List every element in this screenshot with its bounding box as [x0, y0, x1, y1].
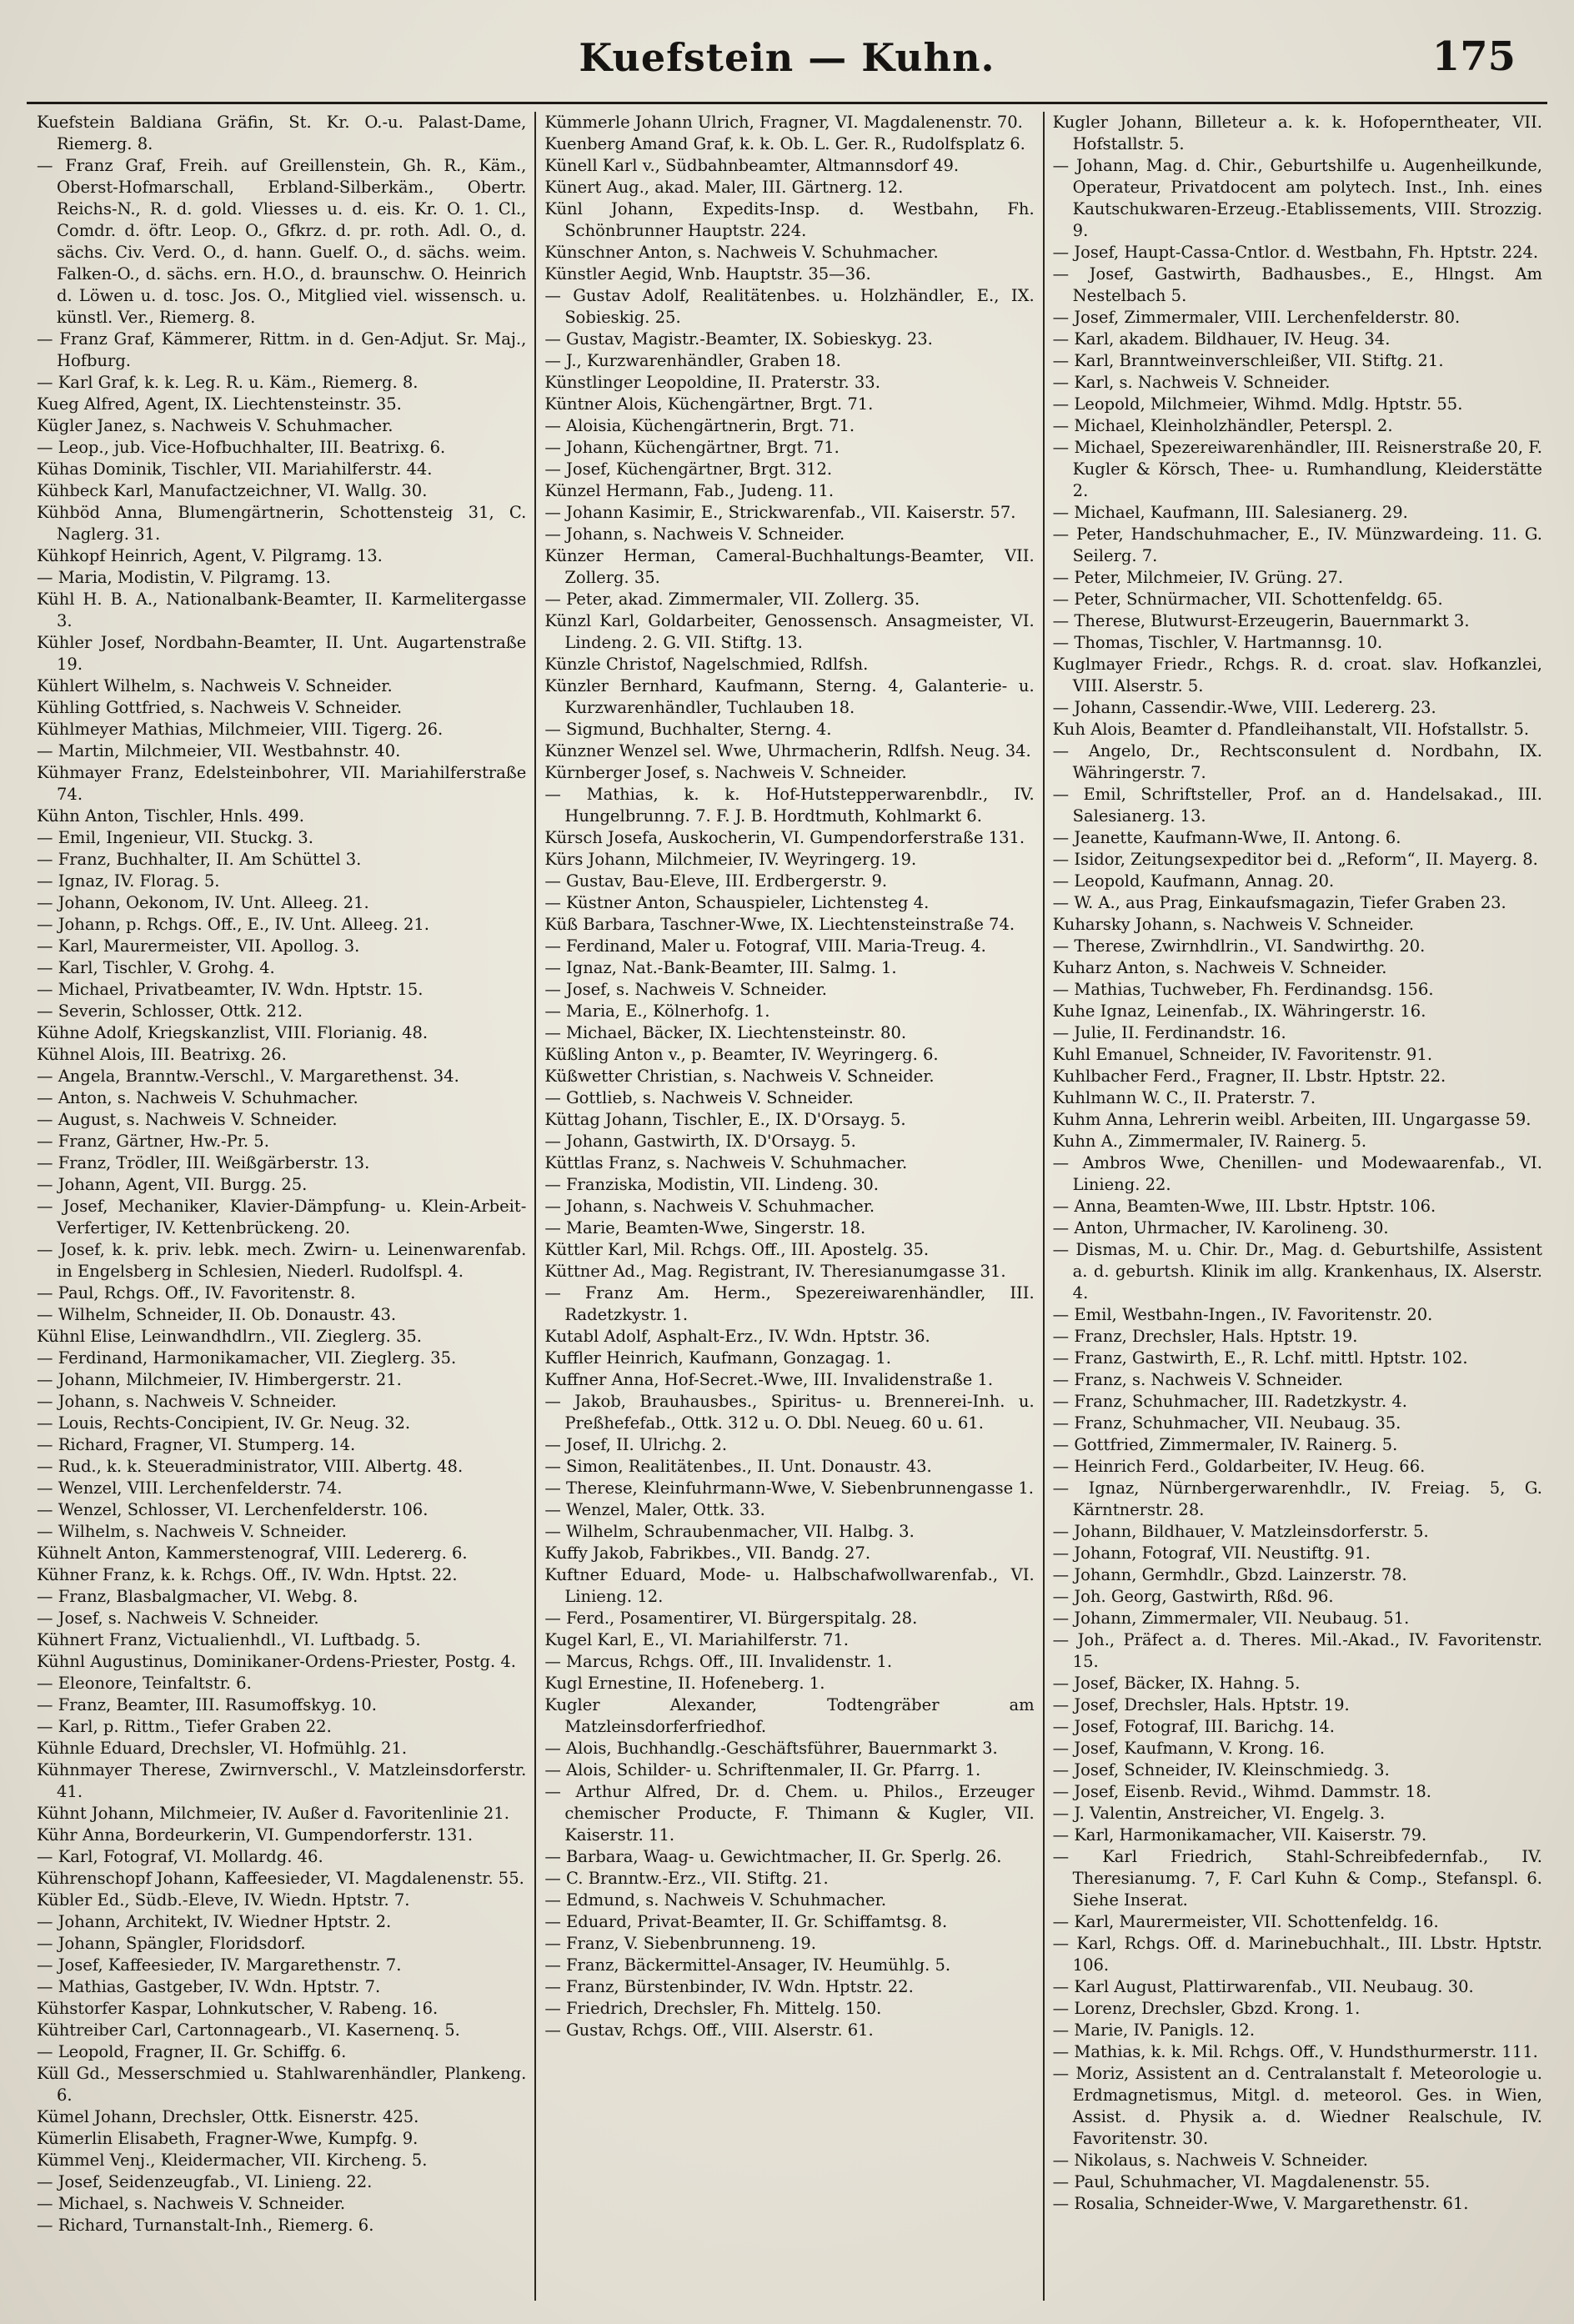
directory-entry: Kühne Adolf, Kriegskanzlist, VIII. Florianig. 48.	[37, 1023, 429, 1042]
directory-entry: — Wilhelm, Schraubenmacher, VII. Halbg. 3.	[544, 1522, 915, 1541]
directory-entry: — August, s. Nachweis V. Schneider.	[37, 1110, 338, 1129]
directory-entry: — Edmund, s. Nachweis V. Schuhmacher.	[544, 1890, 887, 1910]
directory-entry: — Johann, Bildhauer, V. Matzleinsdorferstr. 5.	[1052, 1522, 1429, 1541]
directory-entry: — Anton, Uhrmacher, IV. Karolineng. 30.	[1052, 1218, 1389, 1237]
directory-entry: — Ignaz, Nat.-Bank-Beamter, III. Salmg. 1.	[544, 958, 897, 977]
directory-columns	[28, 112, 1551, 2301]
directory-entry: — Ferdinand, Harmonikamacher, VII. Zieglerg. 35.	[37, 1348, 457, 1368]
directory-entry: — Marie, Beamten-Wwe, Singerstr. 18.	[544, 1218, 866, 1237]
directory-entry: — Moriz, Assistent an d. Centralanstalt f. Meteorologie u. Erdmagnetismus, Mitgl. d. meteorol. Ges. in Wien, Assist. d. Physik a. d. Wiedner Realschule, IV. Favoritenstr. 30.	[1052, 2064, 1542, 2148]
directory-entry: — Johann, Oekonom, IV. Unt. Alleeg. 21.	[37, 893, 369, 912]
directory-entry: Kuhe Ignaz, Leinenfab., IX. Währingerstr. 16.	[1052, 1001, 1426, 1021]
directory-entry: Kuffner Anna, Hof-Secret.-Wwe, III. Invalidenstraße 1.	[544, 1370, 994, 1389]
directory-entry: Kürs Johann, Milchmeier, IV. Weyringerg. 19.	[544, 850, 917, 869]
directory-entry: Künstlinger Leopoldine, II. Praterstr. 33.	[544, 373, 880, 392]
directory-entry: — Josef, Gastwirth, Badhausbes., E., Hlngst. Am Nestelbach 5.	[1052, 264, 1542, 305]
directory-entry: — Jakob, Brauhausbes., Spiritus- u. Brennerei-Inh. u. Preßhefefab., Ottk. 312 u. O. Dbl. Neueg. 60 u. 61.	[544, 1392, 1035, 1433]
directory-entry: — Josef, Schneider, IV. Kleinschmiedg. 3.	[1052, 1760, 1390, 1779]
directory-entry: — Josef, k. k. priv. lebk. mech. Zwirn- u. Leinenwarenfab. in Engelsberg in Schlesien, Niederl. Rudolfspl. 4.	[37, 1240, 527, 1281]
directory-entry: — Mathias, k. k. Mil. Rchgs. Off., V. Hundsthurmerstr. 111.	[1052, 2042, 1538, 2061]
directory-entry: — Josef, Haupt-Cassa-Cntlor. d. Westbahn, Fh. Hptstr. 224.	[1052, 243, 1539, 262]
directory-entry: Kümel Johann, Drechsler, Ottk. Eisnerstr. 425.	[37, 2107, 419, 2126]
directory-entry: — Johann, Cassendir.-Wwe, VIII. Ledererg. 23.	[1052, 698, 1436, 717]
directory-entry: — Gottfried, Zimmermaler, IV. Rainerg. 5.	[1052, 1435, 1398, 1454]
directory-entry: — Franz, Buchhalter, II. Am Schüttel 3.	[37, 850, 362, 869]
directory-entry: Kürnberger Josef, s. Nachweis V. Schneider.	[544, 763, 907, 782]
directory-entry: Kühr Anna, Bordeurkerin, VI. Gumpendorferstr. 131.	[37, 1825, 474, 1845]
directory-entry: Kührenschopf Johann, Kaffeesieder, VI. Magdalenenstr. 55.	[37, 1869, 524, 1888]
directory-entry: — Anton, s. Nachweis V. Schuhmacher.	[37, 1088, 358, 1107]
directory-entry: Kühnel Alois, III. Beatrixg. 26.	[37, 1045, 287, 1064]
directory-entry: Kuffler Heinrich, Kaufmann, Gonzagag. 1.	[544, 1348, 891, 1368]
directory-entry: Küntner Alois, Küchengärtner, Brgt. 71.	[544, 394, 874, 414]
directory-entry: Kühlert Wilhelm, s. Nachweis V. Schneider.	[37, 676, 393, 695]
header-rule	[27, 102, 1547, 104]
directory-entry: Kühbeck Karl, Manufactzeichner, VI. Wallg. 30.	[37, 481, 428, 500]
directory-entry: — Franz, Blasbalgmacher, VI. Webg. 8.	[37, 1587, 358, 1606]
directory-entry: — Johann, s. Nachweis V. Schuhmacher.	[544, 1197, 875, 1216]
directory-entry: — Josef, II. Ulrichg. 2.	[544, 1435, 728, 1454]
directory-entry: — Franz, Bürstenbinder, IV. Wdn. Hptstr. 22.	[544, 1977, 914, 1996]
directory-entry: — Jeanette, Kaufmann-Wwe, II. Antong. 6.	[1052, 828, 1401, 847]
directory-entry: Küll Gd., Messerschmied u. Stahlwarenhändler, Plankeng. 6.	[37, 2064, 527, 2105]
directory-entry: — Richard, Turnanstalt-Inh., Riemerg. 6.	[37, 2216, 374, 2235]
page-header	[0, 23, 1574, 82]
directory-entry: — Karl, Maurermeister, VII. Schottenfeldg. 16.	[1052, 1912, 1439, 1931]
directory-entry: — Marcus, Rchgs. Off., III. Invalidenstr. 1.	[544, 1652, 893, 1671]
directory-entry: — Lorenz, Drechsler, Gbzd. Krong. 1.	[1052, 1999, 1361, 2018]
directory-entry: Kugel Karl, E., VI. Mariahilferstr. 71.	[544, 1630, 849, 1649]
directory-entry: Küttlas Franz, s. Nachweis V. Schuhmacher.	[544, 1153, 908, 1172]
directory-entry: — Peter, Handschuhmacher, E., IV. Münzwardeing. 11. G. Seilerg. 7.	[1052, 525, 1542, 565]
directory-entry: — Rud., k. k. Steueradministrator, VIII. Albertg. 48.	[37, 1457, 464, 1476]
directory-entry: — Franz, Trödler, III. Weißgärberstr. 13.	[37, 1153, 370, 1172]
directory-entry: Kuenberg Amand Graf, k. k. Ob. L. Ger. R., Rudolfsplatz 6.	[544, 134, 1025, 153]
directory-entry: — Friedrich, Drechsler, Fh. Mittelg. 150.	[544, 1999, 882, 2018]
directory-entry: — Michael, Spezereiwarenhändler, III. Reisnerstraße 20, F. Kugler & Körsch, Thee- u. Rumhandlung, Kleiderstätte 2.	[1052, 438, 1542, 500]
directory-entry: Küß Barbara, Taschner-Wwe, IX. Liechtensteinstraße 74.	[544, 915, 1015, 934]
directory-entry: Küttler Karl, Mil. Rchgs. Off., III. Apostelg. 35.	[544, 1240, 930, 1259]
directory-entry: — Karl Graf, k. k. Leg. R. u. Käm., Riemerg. 8.	[37, 373, 419, 392]
directory-entry: — J. Valentin, Anstreicher, VI. Engelg. 3.	[1052, 1804, 1386, 1823]
directory-entry: Kürsch Josefa, Auskocherin, VI. Gumpendorferstraße 131.	[544, 828, 1025, 847]
directory-entry: Kühner Franz, k. k. Rchgs. Off., IV. Wdn. Hptst. 22.	[37, 1565, 458, 1584]
directory-entry: — Joh. Georg, Gastwirth, Rßd. 96.	[1052, 1587, 1334, 1606]
column-right	[1043, 112, 1551, 2301]
directory-entry: — Karl, s. Nachweis V. Schneider.	[1052, 373, 1331, 392]
directory-entry: Kümmerle Johann Ulrich, Fragner, VI. Magdalenenstr. 70.	[544, 113, 1023, 132]
directory-entry: Kühtreiber Carl, Cartonnagearb., VI. Kasernenq. 5.	[37, 2020, 460, 2040]
directory-entry: — Franz, Schuhmacher, III. Radetzkystr. 4.	[1052, 1392, 1407, 1411]
directory-entry: Künzer Herman, Cameral-Buchhaltungs-Beamter, VII. Zollerg. 35.	[544, 546, 1035, 587]
directory-entry: Kühnl Elise, Leinwandhdlrn., VII. Zieglerg. 35.	[37, 1327, 422, 1346]
directory-entry: Küttner Ad., Mag. Registrant, IV. Theresianumgasse 31.	[544, 1262, 1006, 1281]
directory-entry: Kuefstein Baldiana Gräfin, St. Kr. O.-u. Palast-Dame, Riemerg. 8.	[37, 113, 527, 153]
directory-entry: — Alois, Buchhandlg.-Geschäftsführer, Bauernmarkt 3.	[544, 1739, 998, 1758]
directory-entry: — Franz Graf, Freih. auf Greillenstein, Gh. R., Käm., Oberst-Hofmarschall, Erbland-Silberkäm., Obertr. Reichs-N., R. d. gold. Vliesses u. d. eis. Kr. O. 1. Cl., Comdr. d. öftr. Leop. O., Gfkrz. d. pr. roth. Adl. O., d. sächs. Civ. Verd. O., d. hann. Guelf. O., d. sächs. weim. Falken-O., d. sächs. ern. H.O., d. braunschw. O. Heinrich d. Löwen u. d. tosc. Jos. O., Mitglied viel. wissensch. u. künstl. Ver., Riemerg. 8.	[37, 156, 527, 327]
directory-entry: — Josef, Seidenzeugfab., VI. Linieng. 22.	[37, 2172, 373, 2191]
directory-entry: Kühl H. B. A., Nationalbank-Beamter, II. Karmelitergasse 3.	[37, 590, 527, 630]
directory-entry: — Franziska, Modistin, VII. Lindeng. 30.	[544, 1175, 879, 1194]
directory-entry: — Mathias, Tuchweber, Fh. Ferdinandsg. 156.	[1052, 980, 1434, 999]
directory-entry: — Franz, V. Siebenbrunneng. 19.	[544, 1934, 816, 1953]
directory-entry: Künstler Aegid, Wnb. Hauptstr. 35—36.	[544, 264, 871, 284]
directory-entry: Kuhn A., Zimmermaler, IV. Rainerg. 5.	[1052, 1132, 1367, 1151]
directory-entry: Kuhm Anna, Lehrerin weibl. Arbeiten, III. Ungargasse 59.	[1052, 1110, 1531, 1129]
directory-entry: — Karl, Harmonikamacher, VII. Kaiserstr. 79.	[1052, 1825, 1427, 1845]
directory-entry: — Eleonore, Teinfaltstr. 6.	[37, 1674, 252, 1693]
directory-entry: — Franz, s. Nachweis V. Schneider.	[1052, 1370, 1343, 1389]
directory-entry: Kuharz Anton, s. Nachweis V. Schneider.	[1052, 958, 1387, 977]
directory-entry: Kugler Alexander, Todtengräber am Matzleinsdorferfriedhof.	[544, 1695, 1035, 1736]
directory-entry: Küttag Johann, Tischler, E., IX. D'Orsayg. 5.	[544, 1110, 906, 1129]
directory-entry: — Karl, Rchgs. Off. d. Marinebuchhalt., III. Lbstr. Hptstr. 106.	[1052, 1934, 1542, 1975]
directory-entry: Kühnmayer Therese, Zwirnverschl., V. Matzleinsdorferstr. 41.	[37, 1760, 527, 1801]
directory-entry: — Dismas, M. u. Chir. Dr., Mag. d. Geburtshilfe, Assistent a. d. geburtsh. Klinik im allg. Krankenhaus, IX. Alserstr. 4.	[1052, 1240, 1542, 1303]
directory-entry: — Leopold, Milchmeier, Wihmd. Mdlg. Hptstr. 55.	[1052, 394, 1463, 414]
directory-entry: — Simon, Realitätenbes., II. Unt. Donaustr. 43.	[544, 1457, 932, 1476]
directory-entry: — Alois, Schilder- u. Schriftenmaler, II. Gr. Pfarrg. 1.	[544, 1760, 981, 1779]
directory-entry: — Josef, Kaufmann, V. Krong. 16.	[1052, 1739, 1326, 1758]
directory-entry: — Severin, Schlosser, Ottk. 212.	[37, 1001, 303, 1021]
directory-entry: — Emil, Westbahn-Ingen., IV. Favoritenstr. 20.	[1052, 1305, 1433, 1324]
directory-entry: — Ferdinand, Maler u. Fotograf, VIII. Maria-Treug. 4.	[544, 936, 986, 956]
directory-entry: Kühnt Johann, Milchmeier, IV. Außer d. Favoritenlinie 21.	[37, 1804, 509, 1823]
directory-entry: Künell Karl v., Südbahnbeamter, Altmannsdorf 49.	[544, 156, 960, 175]
directory-entry: — Leopold, Fragner, II. Gr. Schiffg. 6.	[37, 2042, 347, 2061]
directory-entry: Kuftner Eduard, Mode- u. Halbschafwollwarenfab., VI. Linieng. 12.	[544, 1565, 1035, 1606]
directory-entry: — Maria, E., Kölnerhofg. 1.	[544, 1001, 770, 1021]
directory-entry: — Karl Friedrich, Stahl-Schreibfedernfab., IV. Theresianumg. 7, F. Carl Kuhn & Comp., Stefanspl. 6. Siehe Inserat.	[1052, 1847, 1542, 1910]
directory-entry: — Thomas, Tischler, V. Hartmannsg. 10.	[1052, 633, 1383, 652]
directory-entry: — Joh., Präfect a. d. Theres. Mil.-Akad., IV. Favoritenstr. 15.	[1052, 1630, 1542, 1671]
directory-entry: — Karl, Tischler, V. Grohg. 4.	[37, 958, 275, 977]
directory-entry: — Josef, Kaffeesieder, IV. Margarethenstr. 7.	[37, 1955, 402, 1975]
directory-entry: — Sigmund, Buchhalter, Sterng. 4.	[544, 720, 832, 739]
directory-entry: — Johann, Architekt, IV. Wiedner Hptstr. 2.	[37, 1912, 392, 1931]
directory-entry: Küßwetter Christian, s. Nachweis V. Schneider.	[544, 1067, 935, 1086]
directory-entry: — Küstner Anton, Schauspieler, Lichtensteg 4.	[544, 893, 930, 912]
directory-entry: — Peter, Schnürmacher, VII. Schottenfeldg. 65.	[1052, 590, 1443, 609]
directory-entry: Kuh Alois, Beamter d. Pfandleihanstalt, VII. Hofstallstr. 5.	[1052, 720, 1530, 739]
directory-entry: — Therese, Zwirnhdlrin., VI. Sandwirthg. 20.	[1052, 936, 1426, 956]
directory-entry: Kühstorfer Kaspar, Lohnkutscher, V. Rabeng. 16.	[37, 1999, 439, 2018]
directory-entry: — Eduard, Privat-Beamter, II. Gr. Schiffamtsg. 8.	[544, 1912, 948, 1931]
directory-entry: — Wilhelm, Schneider, II. Ob. Donaustr. 43.	[37, 1305, 397, 1324]
directory-entry: — Therese, Kleinfuhrmann-Wwe, V. Siebenbrunnengasse 1.	[544, 1478, 1034, 1498]
directory-entry: — Louis, Rechts-Concipient, IV. Gr. Neug. 32.	[37, 1413, 411, 1433]
directory-entry: — Michael, Privatbeamter, IV. Wdn. Hptstr. 15.	[37, 980, 424, 999]
directory-entry: Kühling Gottfried, s. Nachweis V. Schneider.	[37, 698, 403, 717]
directory-entry: Künzel Hermann, Fab., Judeng. 11.	[544, 481, 835, 500]
directory-entry: — Nikolaus, s. Nachweis V. Schneider.	[1052, 2151, 1368, 2170]
directory-entry: — Johann, s. Nachweis V. Schneider.	[544, 525, 845, 544]
directory-entry: Kümerlin Elisabeth, Fragner-Wwe, Kumpfg. 9.	[37, 2129, 419, 2148]
directory-entry: — Paul, Rchgs. Off., IV. Favoritenstr. 8.	[37, 1283, 356, 1303]
directory-entry: Künzl Karl, Goldarbeiter, Genossensch. Ansagmeister, VI. Lindeng. 2. G. VII. Stiftg. 13.	[544, 611, 1035, 652]
directory-entry: — Johann, Spängler, Floridsdorf.	[37, 1934, 306, 1953]
directory-entry: — Franz, Bäckermittel-Ansager, IV. Heumühlg. 5.	[544, 1955, 951, 1975]
directory-entry: — Therese, Blutwurst-Erzeugerin, Bauernmarkt 3.	[1052, 611, 1470, 630]
directory-entry: — Emil, Ingenieur, VII. Stuckg. 3.	[37, 828, 313, 847]
page-number: 175	[1431, 33, 1516, 80]
directory-entry: — Josef, Zimmermaler, VIII. Lerchenfelderstr. 80.	[1052, 308, 1461, 327]
directory-entry: — Angela, Branntw.-Verschl., V. Margarethenst. 34.	[37, 1067, 459, 1086]
directory-entry: — Johann, Agent, VII. Burgg. 25.	[37, 1175, 308, 1194]
directory-entry: — Josef, s. Nachweis V. Schneider.	[37, 1609, 319, 1628]
directory-entry: — Karl, p. Rittm., Tiefer Graben 22.	[37, 1717, 332, 1736]
directory-entry: Kuharsky Johann, s. Nachweis V. Schneider.	[1052, 915, 1415, 934]
directory-entry: — Johann Kasimir, E., Strickwarenfab., VII. Kaiserstr. 57.	[544, 503, 1016, 522]
column-left	[28, 112, 534, 2301]
directory-entry: Kühnelt Anton, Kammerstenograf, VIII. Ledererg. 6.	[37, 1543, 468, 1563]
directory-entry: — Rosalia, Schneider-Wwe, V. Margarethenstr. 61.	[1052, 2194, 1469, 2213]
directory-entry: Künzler Bernhard, Kaufmann, Sterng. 4, Galanterie- u. Kurzwarenhändler, Tuchlauben 18.	[544, 676, 1035, 717]
directory-entry: Kühnl Augustinus, Dominikaner-Ordens-Priester, Postg. 4.	[37, 1652, 516, 1671]
directory-entry: — Aloisia, Küchengärtnerin, Brgt. 71.	[544, 416, 855, 435]
directory-entry: — Peter, akad. Zimmermaler, VII. Zollerg. 35.	[544, 590, 920, 609]
directory-entry: — Johann, Fotograf, VII. Neustiftg. 91.	[1052, 1543, 1371, 1563]
directory-entry: — Isidor, Zeitungsexpeditor bei d. „Reform“, II. Mayerg. 8.	[1052, 850, 1538, 869]
directory-entry: — Julie, II. Ferdinandstr. 16.	[1052, 1023, 1286, 1042]
directory-entry: Kühkopf Heinrich, Agent, V. Pilgramg. 13.	[37, 546, 383, 565]
directory-entry: — Franz, Drechsler, Hals. Hptstr. 19.	[1052, 1327, 1358, 1346]
directory-entry: — Josef, Drechsler, Hals. Hptstr. 19.	[1052, 1695, 1350, 1714]
directory-entry: — Franz Am. Herm., Spezereiwarenhändler, III. Radetzkystr. 1.	[544, 1283, 1035, 1324]
directory-entry: Kuhl Emanuel, Schneider, IV. Favoritenstr. 91.	[1052, 1045, 1433, 1064]
directory-entry: — Gottlieb, s. Nachweis V. Schneider.	[544, 1088, 854, 1107]
directory-entry: — Richard, Fragner, VI. Stumperg. 14.	[37, 1435, 356, 1454]
directory-entry: Kühböd Anna, Blumengärtnerin, Schottensteig 31, C. Naglerg. 31.	[37, 503, 527, 544]
directory-entry: Kügler Janez, s. Nachweis V. Schuhmacher.	[37, 416, 394, 435]
directory-entry: — Gustav, Rchgs. Off., VIII. Alserstr. 61.	[544, 2020, 874, 2040]
directory-entry: — Marie, IV. Panigls. 12.	[1052, 2020, 1256, 2040]
directory-entry: — Michael, s. Nachweis V. Schneider.	[37, 2194, 346, 2213]
directory-entry: — Johann, Milchmeier, IV. Himbergerstr. 21.	[37, 1370, 402, 1389]
directory-entry: Künl Johann, Expedits-Insp. d. Westbahn, Fh. Schönbrunner Hauptstr. 224.	[544, 199, 1035, 240]
directory-entry: — Arthur Alfred, Dr. d. Chem. u. Philos., Erzeuger chemischer Producte, F. Thimann & Kugler, VII. Kaiserstr. 11.	[544, 1782, 1035, 1845]
directory-entry: — C. Branntw.-Erz., VII. Stiftg. 21.	[544, 1869, 829, 1888]
directory-entry: — Johann, p. Rchgs. Off., E., IV. Unt. Alleeg. 21.	[37, 915, 429, 934]
directory-entry: Künzle Christof, Nagelschmied, Rdlfsh.	[544, 655, 869, 674]
directory-entry: Kutabl Adolf, Asphalt-Erz., IV. Wdn. Hptstr. 36.	[544, 1327, 930, 1346]
directory-entry: — Karl, akadem. Bildhauer, IV. Heug. 34.	[1052, 329, 1391, 349]
directory-entry: — Mathias, k. k. Hof-Hutstepperwarenbdlr., IV. Hungelbrunng. 7. F. J. B. Hordtmuth, Kohlmarkt 6.	[544, 785, 1035, 826]
directory-entry: — Josef, Mechaniker, Klavier-Dämpfung- u. Klein-Arbeit-Verfertiger, IV. Kettenbrückeng. 20.	[37, 1197, 527, 1237]
directory-entry: — Josef, Eisenb. Revid., Wihmd. Dammstr. 18.	[1052, 1782, 1431, 1801]
directory-entry: — W. A., aus Prag, Einkaufsmagazin, Tiefer Graben 23.	[1052, 893, 1506, 912]
directory-entry: Kümmel Venj., Kleidermacher, VII. Kircheng. 5.	[37, 2151, 428, 2170]
directory-entry: — Martin, Milchmeier, VII. Westbahnstr. 40.	[37, 741, 401, 760]
directory-entry: — Ferd., Posamentirer, VI. Bürgerspitalg. 28.	[544, 1609, 918, 1628]
directory-entry: Künschner Anton, s. Nachweis V. Schuhmacher.	[544, 243, 939, 262]
directory-entry: Kuhlbacher Ferd., Fragner, II. Lbstr. Hptstr. 22.	[1052, 1067, 1446, 1086]
directory-entry: — Barbara, Waag- u. Gewichtmacher, II. Gr. Sperlg. 26.	[544, 1847, 1002, 1866]
directory-entry: Küßling Anton v., p. Beamter, IV. Weyringerg. 6.	[544, 1045, 939, 1064]
directory-entry: Kuhlmann W. C., II. Praterstr. 7.	[1052, 1088, 1316, 1107]
directory-entry: — Ambros Wwe, Chenillen- und Modewaarenfab., VI. Linieng. 22.	[1052, 1153, 1542, 1194]
directory-entry: — Johann, Zimmermaler, VII. Neubaug. 51.	[1052, 1609, 1410, 1628]
directory-entry: Kueg Alfred, Agent, IX. Liechtensteinstr. 35.	[37, 394, 402, 414]
directory-entry: — Gustav Adolf, Realitätenbes. u. Holzhändler, E., IX. Sobieskig. 25.	[544, 286, 1035, 327]
directory-entry: Kuffy Jakob, Fabrikbes., VII. Bandg. 27.	[544, 1543, 871, 1563]
directory-entry: — Johann, s. Nachweis V. Schneider.	[37, 1392, 337, 1411]
directory-entry: — Mathias, Gastgeber, IV. Wdn. Hptstr. 7.	[37, 1977, 381, 1996]
directory-entry: — Gustav, Bau-Eleve, III. Erdbergerstr. 9.	[544, 871, 888, 891]
directory-entry: — Michael, Kaufmann, III. Salesianerg. 29.	[1052, 503, 1408, 522]
directory-entry: — Franz, Schuhmacher, VII. Neubaug. 35.	[1052, 1413, 1401, 1433]
directory-entry: — Wenzel, Maler, Ottk. 33.	[544, 1500, 765, 1519]
directory-entry: — Angelo, Dr., Rechtsconsulent d. Nordbahn, IX. Währingerstr. 7.	[1052, 741, 1542, 782]
directory-entry: Künert Aug., akad. Maler, III. Gärtnerg. 12.	[544, 178, 904, 197]
directory-entry: Künzner Wenzel sel. Wwe, Uhrmacherin, Rdlfsh. Neug. 34.	[544, 741, 1031, 760]
directory-entry: — Franz, Beamter, III. Rasumoffskyg. 10.	[37, 1695, 377, 1714]
directory-entry: — Franz Graf, Kämmerer, Rittm. in d. Gen-Adjut. Sr. Maj., Hofburg.	[37, 329, 527, 370]
directory-entry: Kühnert Franz, Victualienhdl., VI. Luftbadg. 5.	[37, 1630, 421, 1649]
directory-entry: Kuglmayer Friedr., Rchgs. R. d. croat. slav. Hofkanzlei, VIII. Alserstr. 5.	[1052, 655, 1542, 695]
directory-entry: Kugler Johann, Billeteur a. k. k. Hofoperntheater, VII. Hofstallstr. 5.	[1052, 113, 1542, 153]
directory-entry: Kühn Anton, Tischler, Hnls. 499.	[37, 806, 304, 826]
directory-entry: — Josef, Küchengärtner, Brgt. 312.	[544, 459, 833, 479]
directory-entry: — Peter, Milchmeier, IV. Grüng. 27.	[1052, 568, 1344, 587]
directory-entry: — Ignaz, IV. Florag. 5.	[37, 871, 220, 891]
running-head: Kuefstein — Kuhn.	[579, 35, 995, 80]
directory-entry: — Gustav, Magistr.-Beamter, IX. Sobieskyg. 23.	[544, 329, 933, 349]
directory-entry: — Anna, Beamten-Wwe, III. Lbstr. Hptstr. 106.	[1052, 1197, 1436, 1216]
directory-entry: — Johann, Germhdlr., Gbzd. Lainzerstr. 78.	[1052, 1565, 1407, 1584]
directory-entry: — Karl, Fotograf, VI. Mollardg. 46.	[37, 1847, 323, 1866]
directory-entry: Kübler Ed., Südb.-Eleve, IV. Wiedn. Hptstr. 7.	[37, 1890, 410, 1910]
directory-entry: — Ignaz, Nürnbergerwarenhdlr., IV. Freiag. 5, G. Kärntnerstr. 28.	[1052, 1478, 1542, 1519]
directory-entry: — Johann, Gastwirth, IX. D'Orsayg. 5.	[544, 1132, 856, 1151]
directory-entry: — Michael, Kleinholzhändler, Peterspl. 2.	[1052, 416, 1393, 435]
directory-entry: Kühlmeyer Mathias, Milchmeier, VIII. Tigerg. 26.	[37, 720, 444, 739]
directory-entry: — Franz, Gärtner, Hw.-Pr. 5.	[37, 1132, 269, 1151]
directory-entry: — Wenzel, Schlosser, VI. Lerchenfelderstr. 106.	[37, 1500, 429, 1519]
directory-entry: — Johann, Mag. d. Chir., Geburtshilfe u. Augenheilkunde, Operateur, Privatdocent am polytech. Inst., Inh. eines Kautschukwaren-Erzeug.-Etablissements, VIII. Strozzig. 9.	[1052, 156, 1542, 240]
directory-entry: Kühler Josef, Nordbahn-Beamter, II. Unt. Augartenstraße 19.	[37, 633, 527, 674]
directory-entry: — Leopold, Kaufmann, Annag. 20.	[1052, 871, 1335, 891]
directory-entry: Kühas Dominik, Tischler, VII. Mariahilferstr. 44.	[37, 459, 433, 479]
directory-entry: — Emil, Schriftsteller, Prof. an d. Handelsakad., III. Salesianerg. 13.	[1052, 785, 1542, 826]
directory-entry: Kühmayer Franz, Edelsteinbohrer, VII. Mariahilferstraße 74.	[37, 763, 527, 804]
directory-entry: — Paul, Schuhmacher, VI. Magdalenenstr. 55.	[1052, 2172, 1431, 2191]
directory-entry: — Wilhelm, s. Nachweis V. Schneider.	[37, 1522, 347, 1541]
directory-entry: — Leop., jub. Vice-Hofbuchhalter, III. Beatrixg. 6.	[37, 438, 446, 457]
column-middle	[534, 112, 1042, 2301]
directory-entry: — Josef, Fotograf, III. Barichg. 14.	[1052, 1717, 1335, 1736]
directory-entry: — Johann, Küchengärtner, Brgt. 71.	[544, 438, 840, 457]
directory-entry: — J., Kurzwarenhändler, Graben 18.	[544, 351, 841, 370]
directory-entry: — Karl, Branntweinverschleißer, VII. Stiftg. 21.	[1052, 351, 1444, 370]
directory-entry: — Franz, Gastwirth, E., R. Lchf. mittl. Hptstr. 102.	[1052, 1348, 1468, 1368]
directory-entry: — Michael, Bäcker, IX. Liechtensteinstr. 80.	[544, 1023, 907, 1042]
directory-entry: — Maria, Modistin, V. Pilgramg. 13.	[37, 568, 331, 587]
directory-entry: Kugl Ernestine, II. Hofeneberg. 1.	[544, 1674, 825, 1693]
directory-entry: — Karl August, Plattirwarenfab., VII. Neubaug. 30.	[1052, 1977, 1474, 1996]
directory-entry: — Wenzel, VIII. Lerchenfelderstr. 74.	[37, 1478, 343, 1498]
directory-entry: — Karl, Maurermeister, VII. Apollog. 3.	[37, 936, 360, 956]
directory-entry: Kühnle Eduard, Drechsler, VI. Hofmühlg. 21.	[37, 1739, 408, 1758]
directory-entry: — Heinrich Ferd., Goldarbeiter, IV. Heug. 66.	[1052, 1457, 1426, 1476]
directory-entry: — Josef, s. Nachweis V. Schneider.	[544, 980, 827, 999]
directory-entry: — Josef, Bäcker, IX. Hahng. 5.	[1052, 1674, 1301, 1693]
